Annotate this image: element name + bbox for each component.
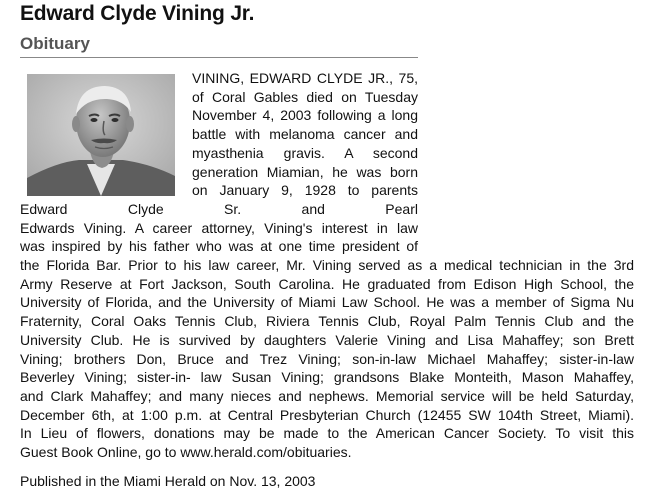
text-line: Army Reserve at Fort Jackson, South Carolina. He graduated from Edison High School, the <box>20 275 634 292</box>
publication-note: Published in the Miami Herald on Nov. 13, 2003 <box>20 473 316 489</box>
page-title: Edward Clyde Vining Jr. <box>20 2 255 25</box>
portrait-photo <box>27 74 175 196</box>
text-line: December 6th, at 1:00 p.m. at Central Presbyterian Church (12455 SW 104th Street, Miami). <box>20 406 634 423</box>
text-line: and Clark Mahaffey; and many nieces and nephews. Memorial service will be held Saturday, <box>20 387 634 404</box>
obituary-body <box>20 69 634 462</box>
text-line: Beverley Vining; sister-in- law Susan Vining; grandsons Blake Monteith, Mason Mahaffey, <box>20 369 634 386</box>
text-line: In Lieu of flowers, donations may be made to the American Cancer Society. To visit this <box>20 425 634 442</box>
text-line: Vining; brothers Don, Bruce and Trez Vining; son-in-law Michael Mahaffey; sister-in-law <box>20 350 634 367</box>
text-line: myasthenia gravis. A second <box>192 144 418 161</box>
text-line: Guest Book Online, go to www.herald.com/obituaries. <box>20 444 352 461</box>
text-line: University of Florida, and the University of Miami Law School. He was a member of Sigma Nu <box>20 294 634 311</box>
text-line: was inspired by his father who was at one time president of <box>20 238 418 255</box>
text-line: on January 9, 1928 to parents <box>192 182 418 199</box>
text-line: of Coral Gables died on Tuesday <box>192 88 418 105</box>
text-line: generation Miamian, he was born <box>192 163 418 180</box>
page-subtitle: Obituary <box>20 34 90 53</box>
text-line: University Club. He is survived by daughters Valerie Vining and Lisa Mahaffey; son Brett <box>20 331 634 348</box>
text-line: Edwards Vining. A career attorney, Vining's interest in law <box>20 219 418 236</box>
text-line: VINING, EDWARD CLYDE JR., 75, <box>192 70 418 86</box>
text-line: November 4, 2003 following a long <box>192 107 418 124</box>
text-line: Fraternity, Coral Oaks Tennis Club, Riviera Tennis Club, Royal Palm Tennis Club and the <box>20 313 634 330</box>
header-divider <box>20 57 418 58</box>
text-line: battle with melanoma cancer and <box>192 126 418 143</box>
text-line: Edward Clyde Sr. and Pearl <box>20 200 418 217</box>
text-line: the Florida Bar. Prior to his law career, Mr. Vining served as a medical technician in the 3rd <box>20 257 634 274</box>
